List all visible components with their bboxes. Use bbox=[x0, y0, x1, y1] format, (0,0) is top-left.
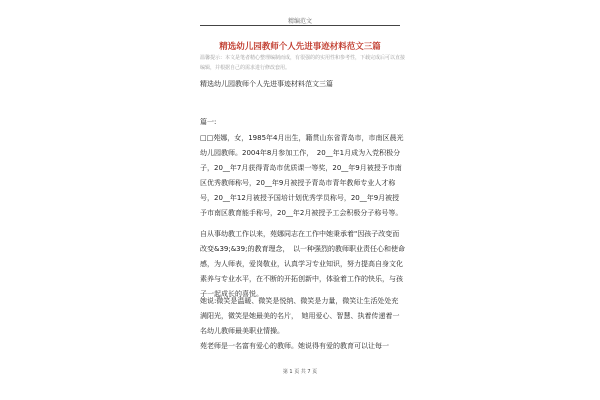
paragraph-2: 自从事幼教工作以来，苑娜同志在工作中她秉承着"因孩子改变而改变&39;&39;的教育理念， 以一种强烈的教师职业责任心和使命感，为人师表，爱岗敬业，认真学习专业知识，努力提高自身文化素养与专业水平，在不断的开拓创新中，体验着工作的快乐，与孩子一起成长的喜悦。 bbox=[200, 230, 405, 298]
section-heading: 篇一: bbox=[200, 118, 217, 126]
header-label: 精编范文 bbox=[287, 18, 312, 25]
paragraph-1: □□苑娜，女，1985年4月出生，籍贯山东省青岛市，市南区晨光幼儿园教师。2004年8月参加工作， 20__年1月成为入党积极分子，20__年7月获得青岛市优质课一等奖，20__年9月被授予市南区优秀教师称号，20__年9月被授予青岛市青年教师专业人才称号，20__年12月被授予国培计划优秀学员称号，20__年9月被授予市南区教育能手称号，20__年2月被授予工会积极分子称号等。 bbox=[200, 134, 404, 217]
paragraph-4: 苑老师是一名富有爱心的教师。她说得有爱的教育可以让每一 bbox=[200, 342, 389, 350]
document-title: 精选幼儿园教师个人先进事迹材料范文三篇 bbox=[219, 42, 381, 52]
notice-text: 温馨提示：本文是笔者精心整理编制而成，有很强的的实用性和参考性，下载完成后可以直接编辑，并根据自己的需求进行修改套用。 bbox=[200, 55, 406, 71]
page-number: 第 1 页 共 7 页 bbox=[282, 369, 318, 375]
paragraph-3: 她说:微笑是温暖、微笑是悦纳、微笑是力量，微笑让生活处处充满阳光，微笑是她最美的名片， 她用爱心、智慧、执着传递着一名幼儿教师最美职业情操。 bbox=[200, 297, 400, 335]
document-subtitle: 精选幼儿园教师个人先进事迹材料范文三篇 bbox=[200, 80, 333, 88]
header-divider bbox=[200, 25, 400, 26]
